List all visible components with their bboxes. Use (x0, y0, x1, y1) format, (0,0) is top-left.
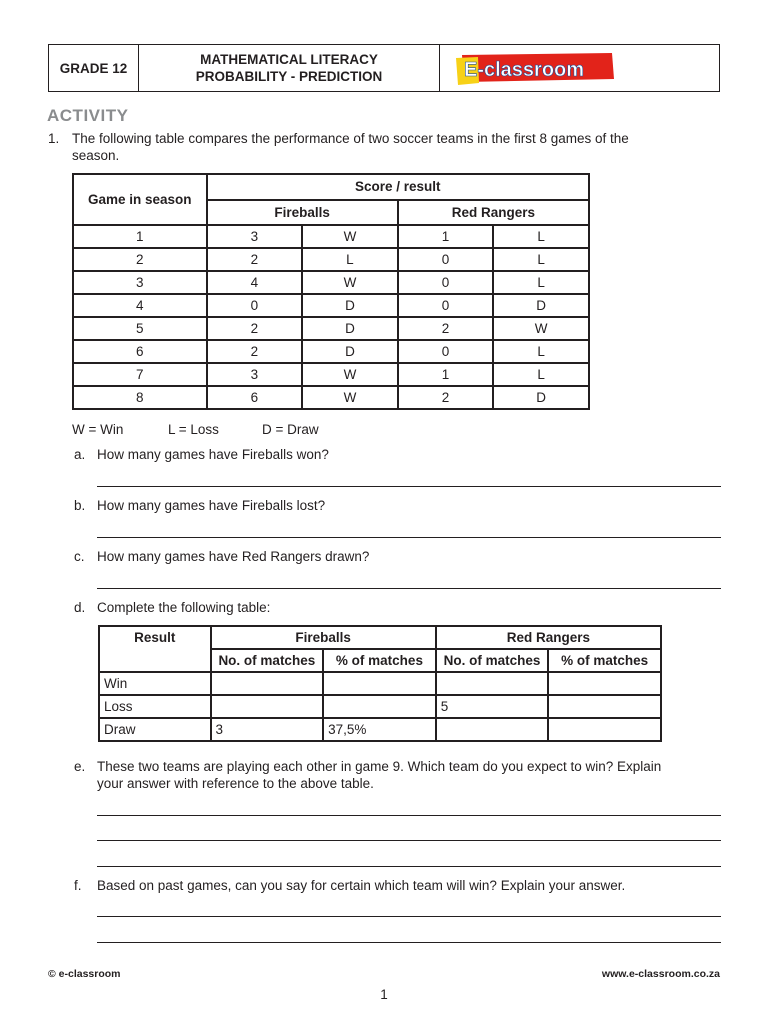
question-b-letter: b. (74, 498, 86, 513)
results-table-cell: L (493, 248, 589, 271)
header-fireballs-matches: No. of matches (211, 649, 324, 672)
results-table-cell: D (493, 294, 589, 317)
table-row (99, 718, 661, 741)
answer-line-e1 (97, 815, 721, 816)
results-table-cell: 0 (207, 294, 303, 317)
results-table-cell: 6 (207, 386, 303, 409)
results-table-cell: W (302, 386, 398, 409)
question-f-text: Based on past games, can you say for certain which team will win? Explain your answer. (97, 878, 626, 893)
results-table-cell: D (302, 294, 398, 317)
question-text-line2: season. (72, 148, 120, 163)
table-row (73, 386, 589, 409)
results-table-cell: 0 (398, 294, 494, 317)
results-table-cell: 0 (398, 248, 494, 271)
results-table-cell: 2 (207, 317, 303, 340)
table-row (73, 294, 589, 317)
results-table-cell: 4 (73, 294, 207, 317)
answer-line-f1 (97, 916, 721, 917)
results-table-cell: 2 (207, 248, 303, 271)
results-table-cell: 1 (398, 363, 494, 386)
question-c-text: How many games have Red Rangers drawn? (97, 549, 370, 564)
question-e-letter: e. (74, 759, 86, 774)
table-row (73, 340, 589, 363)
results-table-cell: 6 (73, 340, 207, 363)
results-table (72, 173, 590, 410)
summary-table-cell (548, 695, 661, 718)
summary-table-cell: Loss (99, 695, 211, 718)
legend-loss: L = Loss (168, 422, 219, 437)
table-row (73, 248, 589, 271)
header-fireballs-2: Fireballs (211, 626, 436, 649)
table-row (73, 363, 589, 386)
answer-line-b (97, 537, 721, 538)
summary-table-cell: Win (99, 672, 211, 695)
summary-table-cell (436, 718, 549, 741)
question-c-letter: c. (74, 549, 85, 564)
e-classroom-logo (452, 49, 622, 89)
logo-text: E-classroom (464, 59, 585, 81)
results-table-cell: 2 (73, 248, 207, 271)
answer-line-a (97, 486, 721, 487)
header-result: Result (99, 626, 211, 672)
answer-line-e2 (97, 840, 721, 841)
summary-table-cell (323, 695, 436, 718)
results-table-cell: 5 (73, 317, 207, 340)
results-table-cell: D (302, 317, 398, 340)
summary-table-cell (323, 672, 436, 695)
header-score-result: Score / result (207, 174, 589, 200)
answer-line-e3 (97, 866, 721, 867)
header-fireballs: Fireballs (207, 200, 398, 226)
summary-table-cell: 37,5% (323, 718, 436, 741)
summary-table-cell (211, 695, 324, 718)
summary-table-cell (211, 672, 324, 695)
summary-table-cell (548, 672, 661, 695)
header-title (139, 45, 440, 91)
table-row (99, 695, 661, 718)
question-d-text: Complete the following table: (97, 600, 271, 615)
results-table-cell: 0 (398, 340, 494, 363)
question-f-letter: f. (74, 878, 82, 893)
activity-heading: ACTIVITY (47, 106, 129, 125)
answer-line-c (97, 588, 721, 589)
question-d-letter: d. (74, 600, 86, 615)
results-table-cell: D (302, 340, 398, 363)
footer-copyright: © e-classroom (48, 968, 121, 980)
results-table-cell: W (302, 271, 398, 294)
question-number: 1. (48, 131, 60, 146)
header-rangers-matches: No. of matches (436, 649, 549, 672)
question-e-text-line2: your answer with reference to the above table. (97, 776, 374, 791)
results-table-cell: L (493, 340, 589, 363)
results-table-cell: 1 (398, 225, 494, 248)
header-red-rangers: Red Rangers (398, 200, 589, 226)
table-row (99, 672, 661, 695)
results-table-cell: 3 (73, 271, 207, 294)
answer-line-f2 (97, 942, 721, 943)
question-a-text: How many games have Fireballs won? (97, 447, 329, 462)
results-table-cell: 3 (207, 363, 303, 386)
results-table-cell: W (302, 225, 398, 248)
question-e-text-line1: These two teams are playing each other in game 9. Which team do you expect to win? Explain (97, 759, 662, 774)
results-table-cell: 2 (207, 340, 303, 363)
header-red-rangers-2: Red Rangers (436, 626, 661, 649)
header-box (48, 44, 720, 92)
results-table-cell: L (302, 248, 398, 271)
results-table-cell: 2 (398, 317, 494, 340)
results-table-cell: D (493, 386, 589, 409)
summary-table (98, 625, 662, 742)
summary-table-cell: Draw (99, 718, 211, 741)
topic-title: PROBABILITY - PREDICTION (195, 69, 383, 84)
logo-cell (440, 45, 719, 91)
results-table-cell: 2 (398, 386, 494, 409)
results-table-cell: 0 (398, 271, 494, 294)
results-table-cell: L (493, 225, 589, 248)
results-table-cell: 1 (73, 225, 207, 248)
header-game-in-season: Game in season (73, 174, 207, 225)
question-a-letter: a. (74, 447, 86, 462)
table-row (73, 271, 589, 294)
summary-table-cell: 3 (211, 718, 324, 741)
page-number: 1 (380, 987, 388, 1002)
header-fireballs-percent: % of matches (323, 649, 436, 672)
results-table-cell: W (493, 317, 589, 340)
summary-table-cell (548, 718, 661, 741)
results-table-cell: W (302, 363, 398, 386)
table-row (73, 317, 589, 340)
summary-table-cell: 5 (436, 695, 549, 718)
footer-website: www.e-classroom.co.za (601, 968, 720, 980)
question-b-text: How many games have Fireballs lost? (97, 498, 326, 513)
results-table-cell: L (493, 363, 589, 386)
grade-label: GRADE 12 (49, 45, 139, 91)
legend-win: W = Win (72, 422, 124, 437)
table-row (73, 225, 589, 248)
summary-table-cell (436, 672, 549, 695)
results-table-cell: 7 (73, 363, 207, 386)
question-text-line1: The following table compares the performance of two soccer teams in the first 8 games of the (72, 131, 629, 146)
subject-title: MATHEMATICAL LITERACY (200, 52, 378, 67)
results-table-cell: 3 (207, 225, 303, 248)
legend-draw: D = Draw (262, 422, 319, 437)
results-table-cell: L (493, 271, 589, 294)
results-table-cell: 4 (207, 271, 303, 294)
header-rangers-percent: % of matches (548, 649, 661, 672)
results-table-cell: 8 (73, 386, 207, 409)
